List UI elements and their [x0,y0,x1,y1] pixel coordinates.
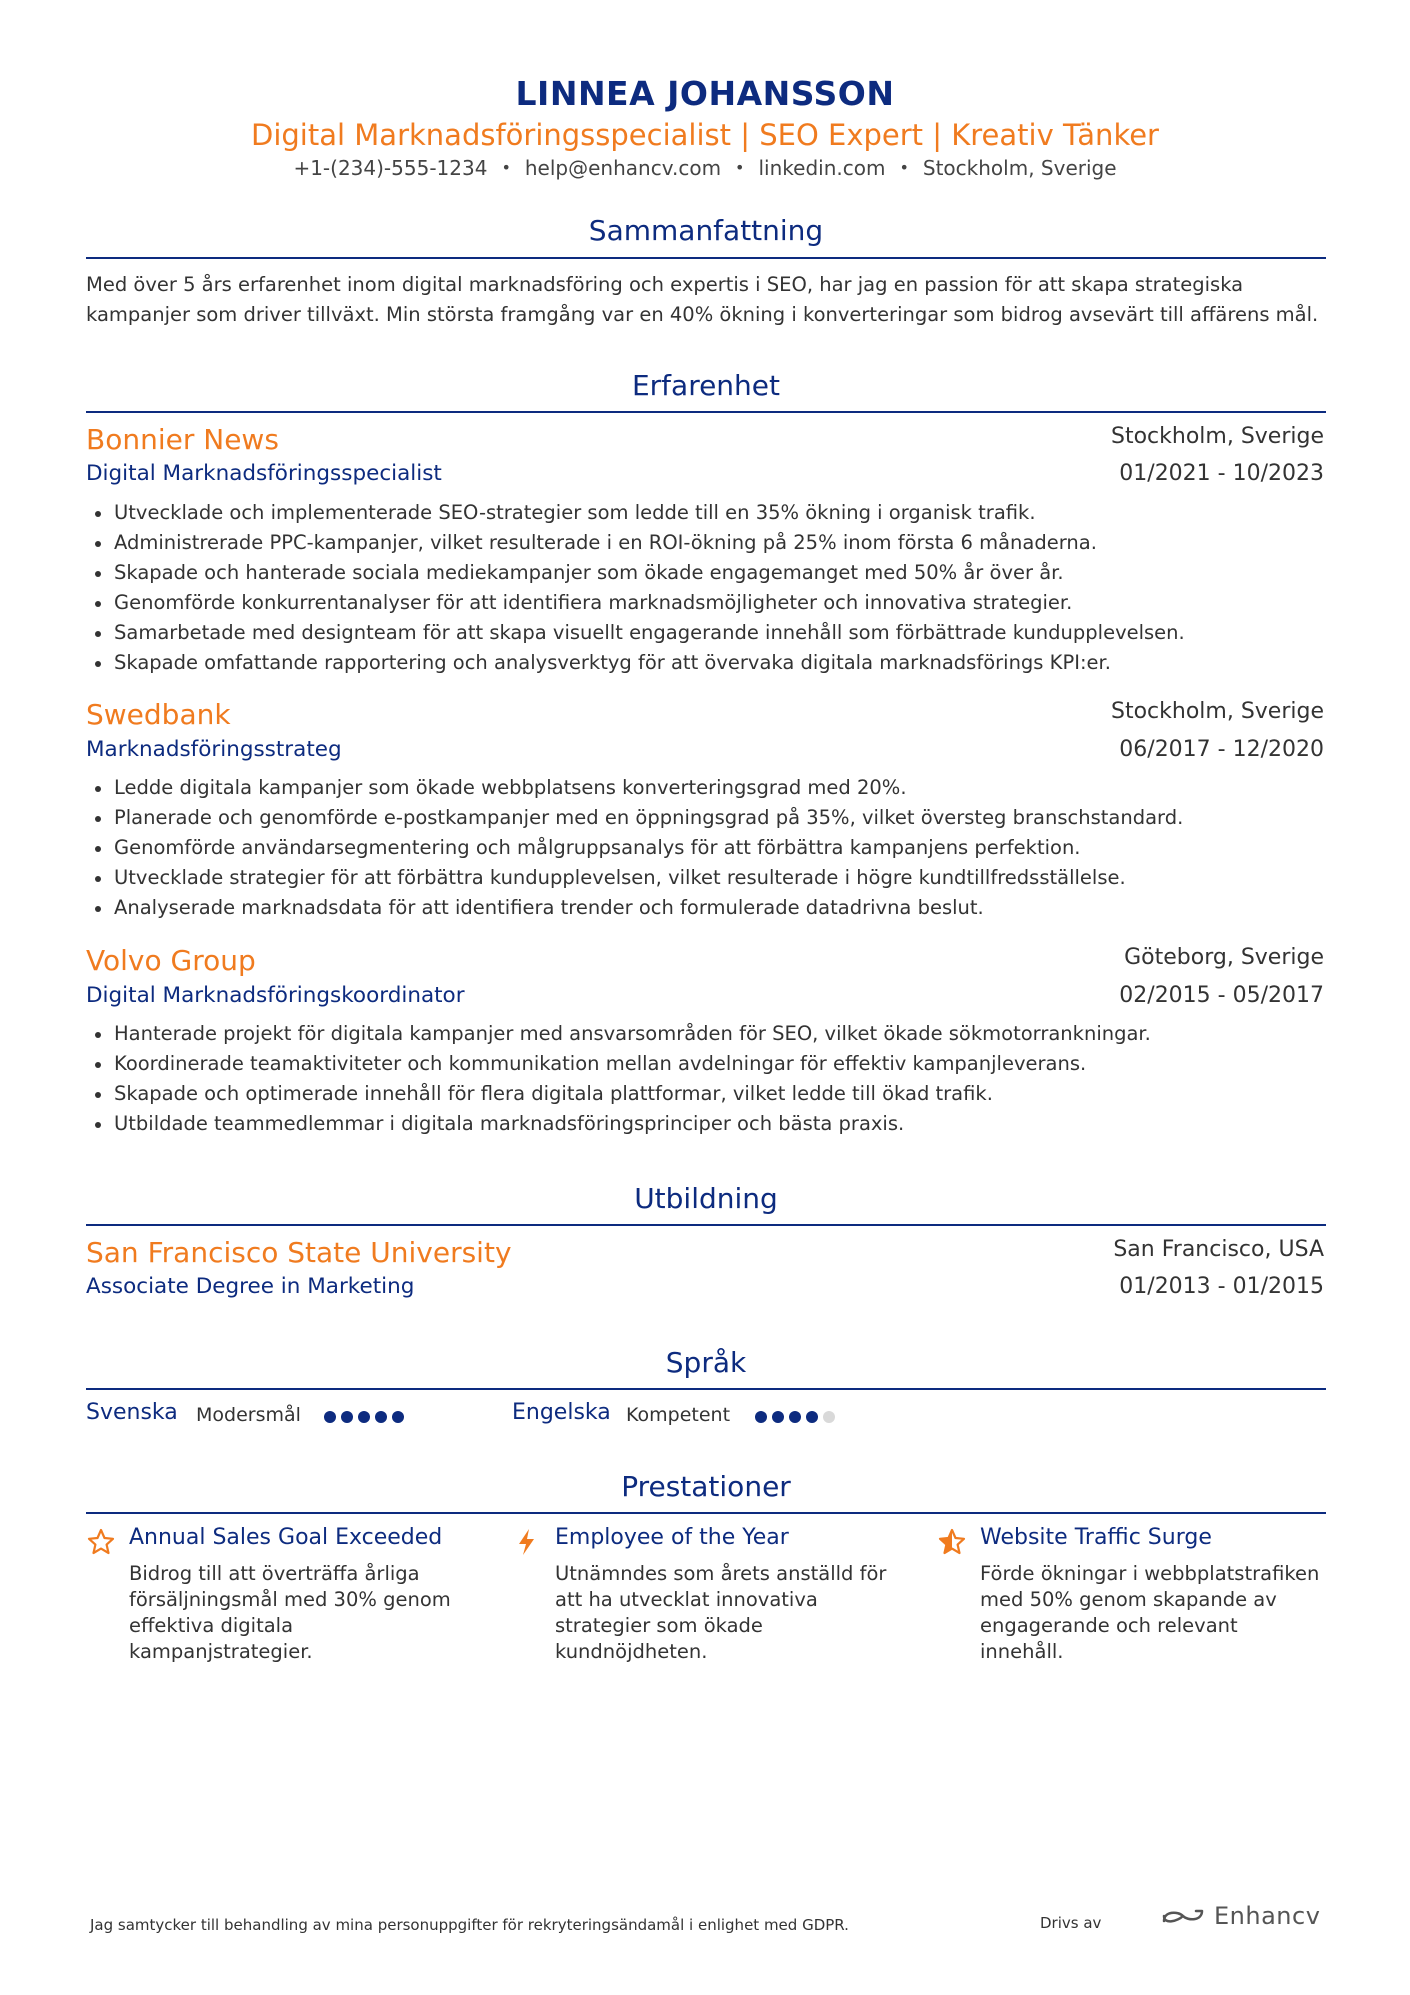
section-title-experience: Erfarenhet [631,369,781,402]
rating-dot-filled [358,1411,370,1423]
gdpr-consent: Jag samtycker till behandling av mina personuppgifter för rekryteringsändamål i enlighet med GDPR. [90,1916,849,1934]
school-name: San Francisco State University [86,1236,512,1269]
education-dates: 01/2013 - 01/2015 [1119,1274,1324,1299]
rating-dot-filled [789,1411,801,1423]
candidate-headline: Digital Marknadsföringsspecialist | SEO Expert | Kreativ Tänker [251,118,1159,152]
list-item: Genomförde konkurrentanalyser för att identifiera marknadsmöjligheter och innovativa strategier. [86,588,1336,618]
powered-by-label: Drivs av [1040,1914,1102,1932]
section-title-languages: Språk [665,1346,747,1379]
language-rating [324,1411,404,1423]
separator-dot: • [501,158,511,177]
achievement-description: Utnämndes som årets anställd för att ha utvecklat innovativa strategier som ökade kundnöjdheten. [555,1562,887,1663]
list-item: Utvecklade strategier för att förbättra kundupplevelsen, vilket resulterade i högre kundtillfredsställelse. [86,863,1336,893]
list-item: Samarbetade med designteam för att skapa visuellt engagerande innehåll som förbättrade kundupplevelsen. [86,618,1336,648]
list-item: Koordinerade teamaktiviteter och kommunikation mellan avdelningar för effektiv kampanjleverans. [86,1049,1336,1079]
job-dates: 06/2017 - 12/2020 [1119,737,1324,762]
list-item: Planerade och genomförde e-postkampanjer med en öppningsgrad på 35%, vilket översteg branschstandard. [86,803,1336,833]
section-title-summary: Sammanfattning [588,214,824,247]
school-location: San Francisco, USA [1113,1237,1324,1262]
summary-text: Med över 5 års erfarenhet inom digital marknadsföring och expertis i SEO, har jag en passion för att skapa strategiska kampanjer som driver tillväxt. Min största framgång var en 40% ökning i konverteringar som bidrog avsevärt till affärens mål. [86,273,1319,326]
infinity-logo-icon [1160,1903,1206,1929]
language-level: Modersmål [196,1404,301,1426]
job-bullets [86,498,1336,678]
lightning-bolt-icon [512,1527,542,1557]
list-item: Skapade och hanterade sociala mediekampanjer som ökade engagemanget med 50% år över år. [86,558,1336,588]
language-level: Kompetent [626,1404,731,1426]
job-dates: 02/2015 - 05/2017 [1119,983,1324,1008]
language-name: Engelska [512,1400,611,1425]
achievement-title: Employee of the Year [555,1525,789,1550]
achievement-description: Förde ökningar i webbplatstrafiken med 50% genom skapande av engagerande och relevant innehåll. [980,1562,1320,1663]
rating-dot-empty [823,1411,835,1423]
rating-dot-filled [806,1411,818,1423]
rating-dot-filled [772,1411,784,1423]
phone-number: +1-(234)-555-1234 [293,156,488,180]
list-item: Skapade omfattande rapportering och analysverktyg för att övervaka digitala marknadsförings KPI:er. [86,648,1336,678]
degree-title: Associate Degree in Marketing [86,1274,415,1299]
language-name: Svenska [86,1400,178,1425]
location: Stockholm, Sverige [922,156,1117,180]
rating-dot-filled [324,1411,336,1423]
list-item: Hanterade projekt för digitala kampanjer med ansvarsområden för SEO, vilket ökade sökmotorrankningar. [86,1019,1336,1049]
job-location: Göteborg, Sverige [1124,945,1324,970]
job-bullets [86,773,1336,923]
list-item: Utbildade teammedlemmar i digitala marknadsföringsprinciper och bästa praxis. [86,1109,1336,1139]
brand-name: Enhancv [1214,1902,1321,1930]
section-divider [86,1388,1326,1390]
list-item: Skapade och optimerade innehåll för flera digitala plattformar, vilket ledde till ökad trafik. [86,1079,1336,1109]
job-location: Stockholm, Sverige [1111,424,1324,449]
star-half-icon [937,1527,967,1557]
list-item: Ledde digitala kampanjer som ökade webbplatsens konverteringsgrad med 20%. [86,773,1336,803]
job-location: Stockholm, Sverige [1111,699,1324,724]
section-title-education: Utbildning [634,1182,778,1215]
star-outline-icon [86,1527,116,1557]
achievement-description: Bidrog till att överträffa årliga försäljningsmål med 30% genom effektiva digitala kampanjstrategier. [129,1562,451,1663]
enhancv-logo[interactable] [1160,1902,1320,1930]
section-divider [86,1224,1326,1226]
list-item: Utvecklade och implementerade SEO-strategier som ledde till en 35% ökning i organisk trafik. [86,498,1336,528]
company-name: Volvo Group [86,944,256,977]
company-name: Bonnier News [86,423,279,456]
separator-dot: • [735,158,745,177]
candidate-name: LINNEA JOHANSSON [515,74,895,113]
separator-dot: • [899,158,909,177]
company-name: Swedbank [86,698,231,731]
achievement-title: Annual Sales Goal Exceeded [129,1525,443,1550]
job-title: Marknadsföringsstrateg [86,737,342,762]
language-rating [755,1411,835,1423]
email-address: help@enhancv.com [524,156,722,180]
rating-dot-filled [392,1411,404,1423]
list-item: Analyserade marknadsdata för att identifiera trender och formulerade datadrivna beslut. [86,893,1336,923]
section-title-achievements: Prestationer [621,1470,791,1503]
achievement-title: Website Traffic Surge [980,1525,1212,1550]
list-item: Administrerade PPC-kampanjer, vilket resulterade i en ROI-ökning på 25% inom första 6 månaderna. [86,528,1336,558]
section-divider [86,257,1326,259]
linkedin-link: linkedin.com [758,156,886,180]
contact-line [0,156,1410,180]
section-divider [86,1512,1326,1514]
job-title: Digital Marknadsföringskoordinator [86,983,465,1008]
rating-dot-filled [375,1411,387,1423]
job-dates: 01/2021 - 10/2023 [1119,461,1324,486]
job-title: Digital Marknadsföringsspecialist [86,461,442,486]
rating-dot-filled [341,1411,353,1423]
rating-dot-filled [755,1411,767,1423]
job-bullets [86,1019,1336,1139]
section-divider [86,411,1326,413]
list-item: Genomförde användarsegmentering och målgruppsanalys för att förbättra kampanjens perfektion. [86,833,1336,863]
